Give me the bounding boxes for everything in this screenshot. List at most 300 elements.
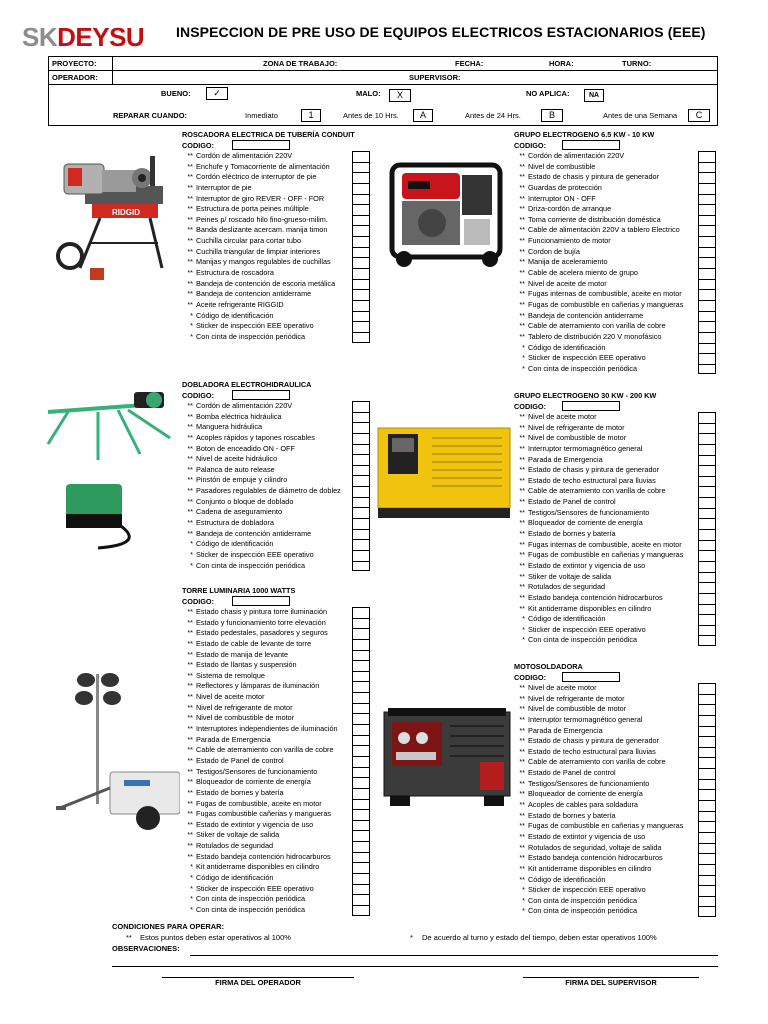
item-check-box[interactable] (698, 332, 716, 343)
priority-mark: ** (519, 204, 525, 214)
svg-text:RIDGID: RIDGID (112, 208, 140, 217)
item-check-box[interactable] (698, 321, 716, 332)
checklist-item (514, 529, 718, 540)
item-check-box[interactable] (352, 401, 370, 412)
checklist-item (514, 550, 718, 561)
item-check-box[interactable] (352, 671, 370, 682)
item-check-box[interactable] (352, 703, 370, 714)
priority-mark: ** (187, 692, 193, 702)
item-check-box[interactable] (698, 343, 716, 354)
item-check-box[interactable] (352, 465, 370, 476)
checklist-item (182, 194, 372, 205)
priority-mark: ** (519, 246, 525, 256)
item-check-box[interactable] (352, 799, 370, 810)
item-label: Código de identificación (528, 342, 606, 352)
priority-mark: ** (519, 518, 525, 528)
checklist-item (514, 540, 718, 551)
item-check-box[interactable] (352, 225, 370, 236)
item-check-box[interactable] (698, 508, 716, 519)
item-check-box[interactable] (698, 715, 716, 726)
item-check-box[interactable] (352, 884, 370, 895)
checklist-item (514, 353, 718, 364)
item-check-box[interactable] (352, 745, 370, 756)
item-check-box[interactable] (698, 811, 716, 822)
item-label: Interruptor termomagnético general (528, 714, 643, 724)
checklist-item (514, 476, 718, 487)
checklist-item (514, 508, 718, 519)
item-label: Nivel de combustible de motor (528, 433, 627, 443)
item-label: Rotulados de seguridad (528, 582, 606, 592)
item-check-box[interactable] (352, 809, 370, 820)
item-check-box[interactable] (352, 618, 370, 629)
item-label: Nivel de refrigerante de motor (528, 422, 625, 432)
item-check-box[interactable] (698, 194, 716, 205)
priority-mark: ** (519, 151, 525, 160)
item-label: Nivel de combustible de motor (528, 704, 627, 714)
item-label: Cordón de alimentación 220V (528, 151, 625, 160)
grupo-large-image (376, 424, 514, 520)
checklist-item (182, 639, 372, 650)
observaciones-line-2[interactable] (112, 966, 718, 967)
item-check-box[interactable] (698, 885, 716, 896)
observaciones-line-1[interactable] (190, 955, 718, 956)
item-check-box[interactable] (352, 820, 370, 831)
priority-mark: ** (519, 310, 525, 320)
item-check-box[interactable] (352, 289, 370, 300)
item-check-box[interactable] (698, 300, 716, 311)
item-label: Sticker de inspección EEE operativo (196, 549, 314, 559)
grupo-small-image (382, 155, 510, 271)
priority-mark: ** (187, 236, 193, 246)
item-check-box[interactable] (352, 518, 370, 529)
checklist-item (182, 247, 372, 258)
item-check-box[interactable] (352, 300, 370, 311)
item-check-box[interactable] (352, 550, 370, 561)
codigo-input[interactable] (232, 140, 290, 150)
item-label: Estado de extintor y vigencia de uso (196, 819, 314, 829)
checklist-item (182, 618, 372, 629)
item-check-box[interactable] (352, 332, 370, 343)
item-label: Cable de aterramiento con varilla de cobre (528, 321, 666, 331)
item-check-box[interactable] (698, 268, 716, 279)
priority-mark: ** (187, 475, 193, 485)
item-check-box[interactable] (698, 736, 716, 747)
item-check-box[interactable] (352, 852, 370, 863)
item-check-box[interactable] (352, 236, 370, 247)
item-label: Cordón de alimentación 220V (196, 401, 293, 410)
item-check-box[interactable] (352, 628, 370, 639)
item-check-box[interactable] (698, 225, 716, 236)
item-check-box[interactable] (698, 853, 716, 864)
checklist-item (182, 756, 372, 767)
checklist-item (182, 225, 372, 236)
item-check-box[interactable] (352, 639, 370, 650)
item-check-box[interactable] (698, 821, 716, 832)
item-check-box[interactable] (352, 607, 370, 618)
checklist-item (182, 321, 372, 332)
item-check-box[interactable] (352, 247, 370, 258)
priority-mark: * (190, 883, 193, 893)
item-label: Toma corriente de distribución doméstica (528, 214, 661, 224)
item-check-box[interactable] (698, 172, 716, 183)
item-label: Estado de chasis y pintura de generador (528, 465, 660, 475)
item-check-box[interactable] (698, 747, 716, 758)
item-check-box[interactable] (352, 183, 370, 194)
item-label: Fugas de combustible en cañerias y mangueras (528, 550, 684, 560)
priority-mark: ** (519, 299, 525, 309)
priority-mark: ** (519, 704, 525, 714)
item-check-box[interactable] (698, 476, 716, 487)
item-label: Estado de Panel de control (196, 755, 284, 765)
item-check-box[interactable] (698, 497, 716, 508)
item-check-box[interactable] (352, 777, 370, 788)
item-check-box[interactable] (698, 412, 716, 423)
checklist-item (182, 809, 372, 820)
item-check-box[interactable] (352, 830, 370, 841)
checklist-item (514, 864, 718, 875)
item-check-box[interactable] (698, 875, 716, 886)
priority-mark: ** (519, 683, 525, 692)
checklist-item (514, 343, 718, 354)
priority-mark: ** (519, 443, 525, 453)
checklist-item (514, 832, 718, 843)
checklist-item (514, 843, 718, 854)
item-check-box[interactable] (698, 455, 716, 466)
item-check-box[interactable] (698, 162, 716, 173)
item-check-box[interactable] (352, 724, 370, 735)
priority-mark: * (522, 624, 525, 634)
checklist-item (182, 561, 372, 572)
item-check-box[interactable] (698, 183, 716, 194)
item-check-box[interactable] (352, 713, 370, 724)
item-check-box[interactable] (698, 614, 716, 625)
checklist-item (514, 779, 718, 790)
item-check-box[interactable] (698, 635, 716, 646)
item-check-box[interactable] (352, 660, 370, 671)
checklist-item (514, 518, 718, 529)
item-check-box[interactable] (698, 625, 716, 636)
checklist-item (182, 767, 372, 778)
item-check-box[interactable] (352, 650, 370, 661)
section-title: DOBLADORA ELECTROHIDRAULICA (182, 380, 312, 389)
item-check-box[interactable] (698, 353, 716, 364)
item-check-box[interactable] (352, 507, 370, 518)
item-check-box[interactable] (352, 735, 370, 746)
priority-mark: * (522, 342, 525, 352)
item-label: Con cinta de inspección periódica (196, 894, 306, 904)
item-check-box[interactable] (698, 843, 716, 854)
checklist-item (182, 628, 372, 639)
item-label: Estado bandeja contención hidrocarburos (528, 853, 663, 863)
item-check-box[interactable] (352, 422, 370, 433)
item-check-box[interactable] (698, 236, 716, 247)
item-label: Nivel de aceite motor (528, 412, 597, 421)
item-check-box[interactable] (352, 894, 370, 905)
priority-mark: ** (187, 401, 193, 410)
priority-mark: ** (187, 660, 193, 670)
item-label: Estado bandeja contención hidrocarburos (196, 851, 331, 861)
priority-mark: ** (519, 768, 525, 778)
priority-mark: ** (187, 713, 193, 723)
checklist-item (514, 183, 718, 194)
item-check-box[interactable] (352, 692, 370, 703)
item-check-box[interactable] (698, 800, 716, 811)
item-label: Kit antiderrame disponibles en cilindro (528, 863, 652, 873)
item-check-box[interactable] (698, 704, 716, 715)
item-check-box[interactable] (698, 311, 716, 322)
item-check-box[interactable] (352, 497, 370, 508)
checklist-item (182, 799, 372, 810)
item-label: Fugas de combustible en cañerias y mangueras (528, 821, 684, 831)
item-check-box[interactable] (352, 788, 370, 799)
item-label: Interruptor termomagnético general (528, 443, 643, 453)
motosoldadora-image (380, 702, 514, 814)
item-check-box[interactable] (698, 529, 716, 540)
item-label: Cadena de aseguramiento (196, 507, 283, 517)
checklist-item (514, 789, 718, 800)
checklist-item (514, 364, 718, 375)
item-label: Cable de aterramiento con varilla de cobre (196, 745, 334, 755)
item-check-box[interactable] (352, 561, 370, 572)
item-check-box[interactable] (352, 486, 370, 497)
item-label: Bandeja de contencion antiderrame (196, 289, 312, 299)
item-label: Estado de techo estructural para lluvias (528, 746, 656, 756)
item-check-box[interactable] (698, 151, 716, 162)
checklist-item (182, 401, 372, 412)
section-motosoldadora (514, 661, 718, 917)
item-check-box[interactable] (352, 311, 370, 322)
item-check-box[interactable] (352, 194, 370, 205)
checklist-item (514, 811, 718, 822)
item-check-box[interactable] (698, 726, 716, 737)
item-check-box[interactable] (352, 172, 370, 183)
item-check-box[interactable] (698, 832, 716, 843)
item-label: Bloqueador de corriente de energía (196, 777, 311, 787)
item-check-box[interactable] (698, 604, 716, 615)
item-label: Enchufe y Tomacorriente de alimentación (196, 161, 330, 171)
item-label: Estado chasis y pintura torre iluminación (196, 607, 328, 616)
item-check-box[interactable] (698, 906, 716, 917)
checklist-item (514, 635, 718, 646)
item-check-box[interactable] (352, 204, 370, 215)
checklist-item (182, 862, 372, 873)
item-check-box[interactable] (698, 279, 716, 290)
section-grupo-large (514, 390, 718, 646)
item-check-box[interactable] (698, 593, 716, 604)
priority-mark: * (190, 904, 193, 914)
item-check-box[interactable] (352, 454, 370, 465)
malo-mark: X (389, 89, 411, 102)
item-check-box[interactable] (352, 529, 370, 540)
checklist-item (514, 268, 718, 279)
item-check-box[interactable] (352, 873, 370, 884)
priority-mark: ** (187, 745, 193, 755)
item-check-box[interactable] (698, 757, 716, 768)
checklist-item (514, 486, 718, 497)
observaciones-label: OBSERVACIONES: (112, 944, 180, 953)
item-label: Kit antiderrame disponibles en cilindro (196, 862, 320, 872)
codigo-input[interactable] (232, 596, 290, 606)
checklist-item (182, 268, 372, 279)
priority-mark: ** (519, 182, 525, 192)
item-check-box[interactable] (698, 768, 716, 779)
checklist-item (514, 332, 718, 343)
item-check-box[interactable] (352, 433, 370, 444)
item-check-box[interactable] (698, 486, 716, 497)
item-label: Nivel de aceite motor (528, 683, 597, 692)
item-check-box[interactable] (352, 257, 370, 268)
item-label: Estado de extintor y vigencia de uso (528, 831, 646, 841)
priority-mark: * (522, 885, 525, 895)
item-label: Aceite refrigerante RIGGID (196, 299, 284, 309)
item-check-box[interactable] (698, 465, 716, 476)
item-check-box[interactable] (698, 215, 716, 226)
proyecto-label: PROYECTO: (52, 59, 97, 68)
checklist-item (182, 444, 372, 455)
checklist-item (182, 681, 372, 692)
fecha-label: FECHA: (455, 59, 484, 68)
item-check-box[interactable] (352, 841, 370, 852)
item-check-box[interactable] (352, 756, 370, 767)
checklist-item (182, 852, 372, 863)
item-check-box[interactable] (352, 681, 370, 692)
item-check-box[interactable] (698, 789, 716, 800)
item-label: Nivel de aceite hidráulico (196, 454, 278, 464)
checklist-item (182, 650, 372, 661)
item-check-box[interactable] (352, 412, 370, 423)
item-check-box[interactable] (352, 151, 370, 162)
priority-mark: ** (187, 607, 193, 616)
item-check-box[interactable] (698, 247, 716, 258)
priority-mark: ** (519, 693, 525, 703)
item-label: Sistema de remolque (196, 670, 265, 680)
section-title: GRUPO ELECTROGENO 6.5 KW - 10 KW (514, 130, 655, 139)
codigo-input[interactable] (562, 401, 620, 411)
item-label: Cordon de bujía (528, 246, 580, 256)
priority-mark: * (190, 894, 193, 904)
item-check-box[interactable] (698, 896, 716, 907)
priority-mark: ** (519, 497, 525, 507)
item-check-box[interactable] (698, 779, 716, 790)
priority-mark: ** (519, 289, 525, 299)
item-label: Con cinta de inspección periódica (528, 895, 638, 905)
section-title: GRUPO ELECTROGENO 30 KW - 200 KW (514, 391, 657, 400)
item-label: Testigos/Sensores de funcionamiento (528, 507, 650, 517)
item-label: Bloqueador de corriente de energía (528, 789, 643, 799)
item-check-box[interactable] (698, 683, 716, 694)
priority-mark: ** (519, 550, 525, 560)
item-check-box[interactable] (698, 433, 716, 444)
item-check-box[interactable] (698, 364, 716, 375)
item-check-box[interactable] (352, 268, 370, 279)
item-check-box[interactable] (698, 550, 716, 561)
checklist-item (182, 777, 372, 788)
item-check-box[interactable] (352, 767, 370, 778)
priority-mark: ** (187, 182, 193, 192)
item-check-box[interactable] (698, 864, 716, 875)
item-label: Parada de Emergencia (528, 454, 603, 464)
item-label: Testigos/Sensores de funcionamiento (196, 766, 318, 776)
item-check-box[interactable] (352, 279, 370, 290)
conditions-notes (112, 933, 722, 944)
item-check-box[interactable] (352, 539, 370, 550)
item-check-box[interactable] (352, 862, 370, 873)
item-check-box[interactable] (698, 204, 716, 215)
item-check-box[interactable] (698, 582, 716, 593)
item-check-box[interactable] (352, 321, 370, 332)
checklist-item (182, 529, 372, 540)
codigo-label: CODIGO: (514, 673, 547, 682)
priority-mark: ** (187, 766, 193, 776)
item-check-box[interactable] (698, 540, 716, 551)
item-check-box[interactable] (698, 694, 716, 705)
item-label: Con cinta de inspección periódica (196, 560, 306, 570)
no-aplica-mark: NA (584, 89, 604, 102)
item-check-box[interactable] (352, 215, 370, 226)
priority-mark: ** (519, 757, 525, 767)
codigo-row (514, 140, 718, 151)
item-check-box[interactable] (698, 257, 716, 268)
item-label: Código de identificación (528, 874, 606, 884)
priority-mark: ** (187, 628, 193, 638)
codigo-input[interactable] (232, 390, 290, 400)
item-check-box[interactable] (352, 905, 370, 916)
priority-mark: ** (187, 464, 193, 474)
item-label: Estado de Panel de control (528, 768, 616, 778)
checklist-item (514, 247, 718, 258)
checklist-item (182, 830, 372, 841)
priority-mark: ** (519, 853, 525, 863)
priority-mark: ** (519, 236, 525, 246)
checklist-item (514, 444, 718, 455)
item-check-box[interactable] (698, 289, 716, 300)
item-check-box[interactable] (352, 444, 370, 455)
checklist-item (514, 821, 718, 832)
item-check-box[interactable] (698, 423, 716, 434)
item-label: Nivel de combustible (528, 161, 596, 171)
priority-mark: ** (519, 268, 525, 278)
item-label: Guardas de protección (528, 182, 602, 192)
priority-mark: * (522, 895, 525, 905)
priority-mark: ** (187, 518, 193, 528)
priority-mark: ** (187, 214, 193, 224)
item-check-box[interactable] (352, 475, 370, 486)
checklist-item (182, 607, 372, 618)
priority-mark: ** (519, 603, 525, 613)
checklist-item (514, 289, 718, 300)
item-check-box[interactable] (698, 518, 716, 529)
checklist-item (182, 215, 372, 226)
item-label: Nivel de refrigerante de motor (196, 702, 293, 712)
codigo-label: CODIGO: (182, 597, 215, 606)
torre-image (50, 668, 180, 838)
checklist-item (514, 572, 718, 583)
item-check-box[interactable] (698, 561, 716, 572)
priority-mark: * (522, 363, 525, 373)
reparar-label: REPARAR CUANDO: (113, 111, 188, 120)
checklist-item (182, 279, 372, 290)
codigo-input[interactable] (562, 672, 620, 682)
codigo-input[interactable] (562, 140, 620, 150)
checklist-item (182, 539, 372, 550)
priority-mark: ** (519, 821, 525, 831)
item-check-box[interactable] (698, 572, 716, 583)
item-label: Código de identificación (528, 614, 606, 624)
firma-operador-label: FIRMA DEL OPERADOR (215, 978, 301, 987)
item-check-box[interactable] (352, 162, 370, 173)
item-label: Sticker de inspección EEE operativo (528, 353, 646, 363)
item-check-box[interactable] (698, 444, 716, 455)
